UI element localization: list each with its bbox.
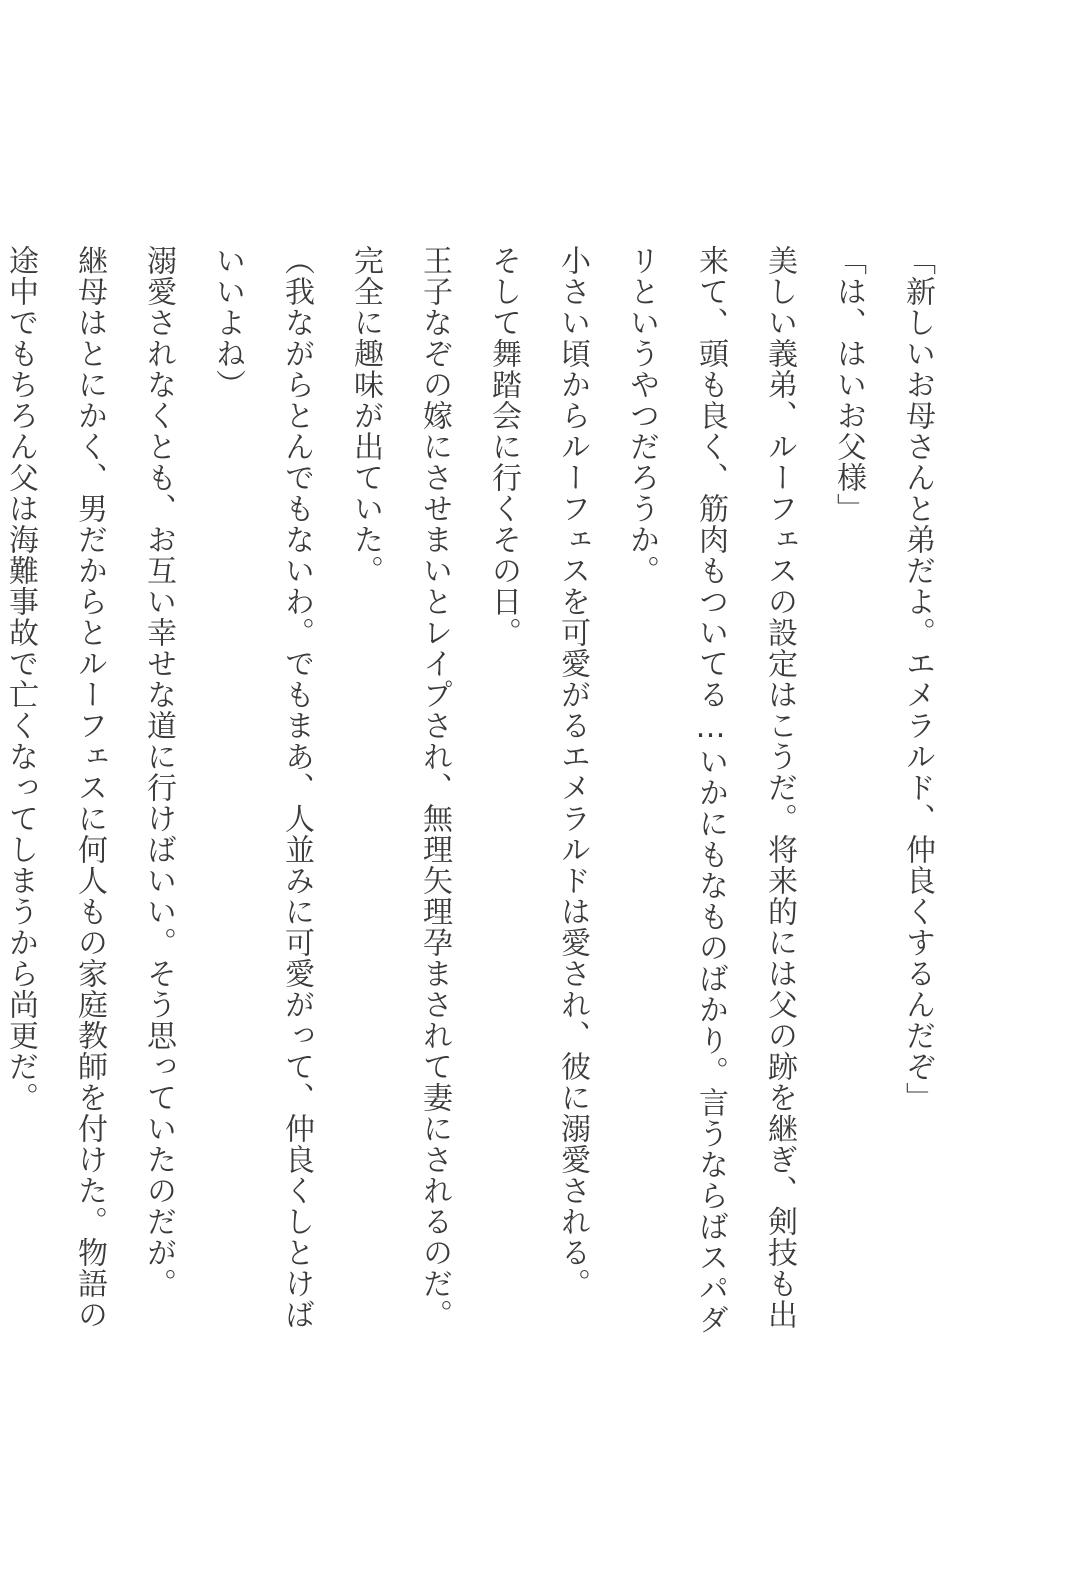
paragraph: 溺愛されなくとも、お互い幸せな道に行けばいい。そう思っていたのだが。: [141, 245, 176, 1299]
paragraph: 完全に趣味が出ていた。: [348, 245, 383, 586]
paragraph: 王子なぞの嫁にさせまいとレイプされ、無理矢理孕まされて妻にされるのだ。: [417, 245, 452, 1330]
dialogue-line: 「新しいお母さんと弟だよ。エメラルド、仲良くするんだぞ」: [900, 245, 935, 1113]
paragraph: 美しい義弟、ルーフェスの設定はこうだ。将来的には父の跡を継ぎ、剣技も出来て、頭も良く、筋肉もついてる…いかにもなものばかり。言うならばスパダリというやつだろうか。: [624, 245, 797, 1335]
paragraph: そして舞踏会に行くその日。: [486, 245, 521, 648]
paragraph: 小さい頃からルーフェスを可愛がるエメラルドは愛され、彼に溺愛される。: [555, 245, 590, 1299]
paragraph: 継母はとにかく、男だからとルーフェスに何人もの家庭教師を付けた。物語の途中でもちろん父は海難事故で亡くなってしまうから尚更だ。: [3, 245, 107, 1330]
vertical-text-body: [0, 245, 952, 1345]
inner-monologue: （我ながらとんでもないわ。でもまあ、人並みに可愛がって、仲良くしとけばいいよね）: [210, 245, 314, 1330]
dialogue-line: 「は、はいお父様」: [831, 245, 866, 524]
